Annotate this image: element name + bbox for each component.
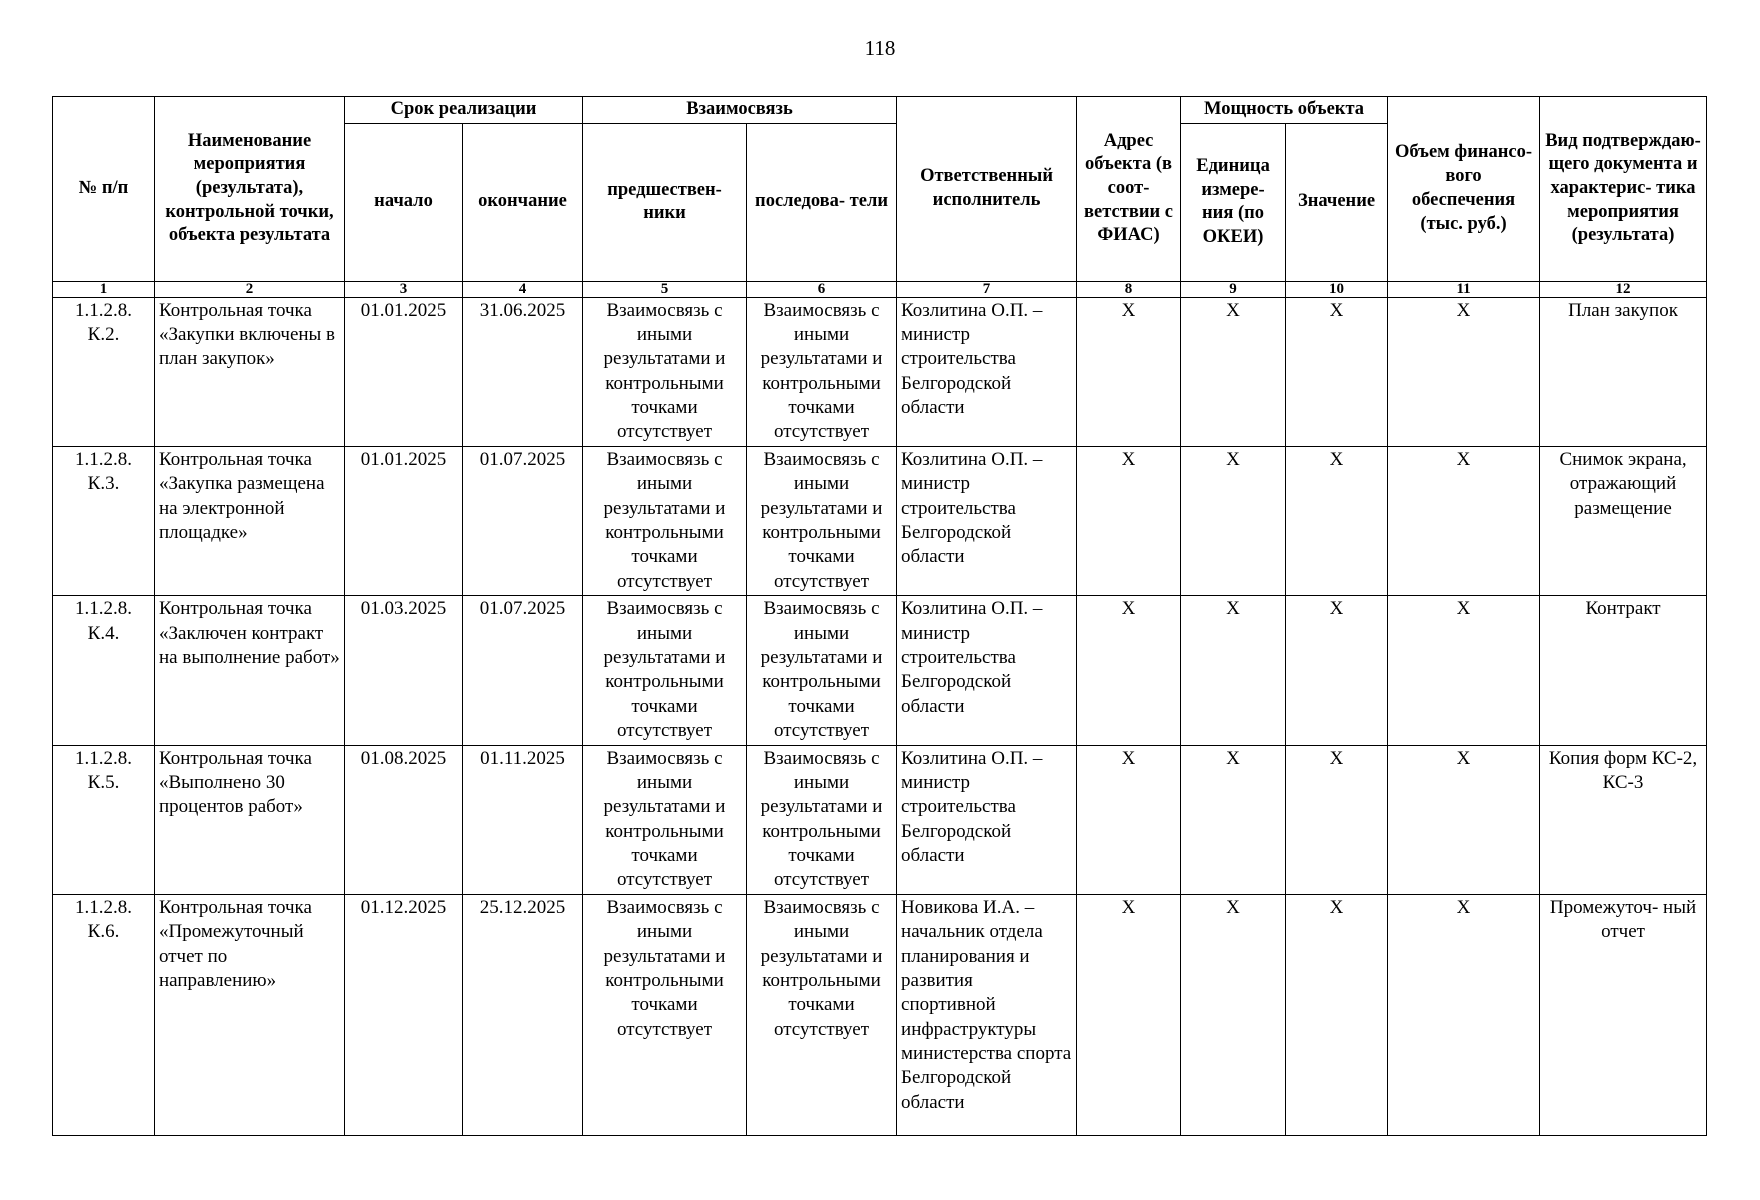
column-number: 3 xyxy=(345,281,463,297)
row-finance: Х xyxy=(1388,596,1540,745)
row-number: 1.1.2.8. К.5. xyxy=(53,745,155,894)
row-number: 1.1.2.8. К.6. xyxy=(53,895,155,1136)
row-value: Х xyxy=(1286,297,1388,446)
column-number: 10 xyxy=(1286,281,1388,297)
schedule-table xyxy=(52,96,1707,1136)
row-doc-type: План закупок xyxy=(1540,297,1707,446)
header-num: № п/п xyxy=(53,97,155,282)
column-number: 6 xyxy=(747,281,897,297)
header-responsible: Ответственный исполнитель xyxy=(897,97,1077,282)
table-row xyxy=(53,447,1707,596)
row-address: Х xyxy=(1077,447,1181,596)
header-capacity-unit: Единица измере- ния (по ОКЕИ) xyxy=(1181,123,1286,281)
row-predecessors: Взаимосвязь с иными результатами и контрольными точками отсутствует xyxy=(583,297,747,446)
row-start-date: 01.12.2025 xyxy=(345,895,463,1136)
header-term-start: начало xyxy=(345,123,463,281)
row-address: Х xyxy=(1077,297,1181,446)
row-start-date: 01.01.2025 xyxy=(345,297,463,446)
row-name: Контрольная точка «Закупки включены в план закупок» xyxy=(155,297,345,446)
header-term-end: окончание xyxy=(463,123,583,281)
column-number: 7 xyxy=(897,281,1077,297)
row-unit: Х xyxy=(1181,596,1286,745)
row-name: Контрольная точка «Промежуточный отчет по направлению» xyxy=(155,895,345,1136)
row-responsible: Козлитина О.П. – министр строительства Белгородской области xyxy=(897,447,1077,596)
row-end-date: 25.12.2025 xyxy=(463,895,583,1136)
row-unit: Х xyxy=(1181,895,1286,1136)
row-doc-type: Копия форм КС-2, КС-3 xyxy=(1540,745,1707,894)
row-end-date: 31.06.2025 xyxy=(463,297,583,446)
row-unit: Х xyxy=(1181,745,1286,894)
row-name: Контрольная точка «Выполнено 30 процентов работ» xyxy=(155,745,345,894)
row-end-date: 01.07.2025 xyxy=(463,596,583,745)
row-doc-type: Контракт xyxy=(1540,596,1707,745)
row-start-date: 01.03.2025 xyxy=(345,596,463,745)
row-finance: Х xyxy=(1388,745,1540,894)
row-value: Х xyxy=(1286,596,1388,745)
row-value: Х xyxy=(1286,745,1388,894)
row-address: Х xyxy=(1077,596,1181,745)
header-capacity-group: Мощность объекта xyxy=(1181,97,1388,124)
column-number: 8 xyxy=(1077,281,1181,297)
row-unit: Х xyxy=(1181,447,1286,596)
table-row xyxy=(53,745,1707,894)
row-number: 1.1.2.8. К.2. xyxy=(53,297,155,446)
row-address: Х xyxy=(1077,745,1181,894)
column-number: 5 xyxy=(583,281,747,297)
row-doc-type: Промежуточ- ный отчет xyxy=(1540,895,1707,1136)
column-numbers-row xyxy=(53,281,1707,297)
row-predecessors: Взаимосвязь с иными результатами и контрольными точками отсутствует xyxy=(583,895,747,1136)
row-value: Х xyxy=(1286,895,1388,1136)
header-doc-type: Вид подтверждаю- щего документа и характерис- тика мероприятия (результата) xyxy=(1540,97,1707,282)
row-responsible: Козлитина О.П. – министр строительства Белгородской области xyxy=(897,745,1077,894)
header-link-group: Взаимосвязь xyxy=(583,97,897,124)
table-row xyxy=(53,297,1707,446)
row-successors: Взаимосвязь с иными результатами и контрольными точками отсутствует xyxy=(747,745,897,894)
row-predecessors: Взаимосвязь с иными результатами и контрольными точками отсутствует xyxy=(583,745,747,894)
column-number: 12 xyxy=(1540,281,1707,297)
row-finance: Х xyxy=(1388,447,1540,596)
row-address: Х xyxy=(1077,895,1181,1136)
column-number: 1 xyxy=(53,281,155,297)
row-number: 1.1.2.8. К.4. xyxy=(53,596,155,745)
table-row xyxy=(53,895,1707,1136)
column-number: 9 xyxy=(1181,281,1286,297)
header-capacity-value: Значение xyxy=(1286,123,1388,281)
row-finance: Х xyxy=(1388,895,1540,1136)
row-name: Контрольная точка «Заключен контракт на выполнение работ» xyxy=(155,596,345,745)
row-start-date: 01.01.2025 xyxy=(345,447,463,596)
row-responsible: Козлитина О.П. – министр строительства Белгородской области xyxy=(897,596,1077,745)
column-number: 11 xyxy=(1388,281,1540,297)
row-name: Контрольная точка «Закупка размещена на электронной площадке» xyxy=(155,447,345,596)
row-doc-type: Снимок экрана, отражающий размещение xyxy=(1540,447,1707,596)
row-start-date: 01.08.2025 xyxy=(345,745,463,894)
row-successors: Взаимосвязь с иными результатами и контрольными точками отсутствует xyxy=(747,596,897,745)
header-name: Наименование мероприятия (результата), контрольной точки, объекта результата xyxy=(155,97,345,282)
row-predecessors: Взаимосвязь с иными результатами и контрольными точками отсутствует xyxy=(583,596,747,745)
row-responsible: Новикова И.А. – начальник отдела планирования и развития спортивной инфраструктуры министерства спорта Белгородской области xyxy=(897,895,1077,1136)
row-successors: Взаимосвязь с иными результатами и контрольными точками отсутствует xyxy=(747,297,897,446)
table-row xyxy=(53,596,1707,745)
row-successors: Взаимосвязь с иными результатами и контрольными точками отсутствует xyxy=(747,447,897,596)
header-finance: Объем финансо-вого обеспечения (тыс. руб.) xyxy=(1388,97,1540,282)
row-number: 1.1.2.8. К.3. xyxy=(53,447,155,596)
row-end-date: 01.07.2025 xyxy=(463,447,583,596)
header-link-pred: предшествен- ники xyxy=(583,123,747,281)
row-successors: Взаимосвязь с иными результатами и контрольными точками отсутствует xyxy=(747,895,897,1136)
row-finance: Х xyxy=(1388,297,1540,446)
row-predecessors: Взаимосвязь с иными результатами и контрольными точками отсутствует xyxy=(583,447,747,596)
header-address: Адрес объекта (в соот- ветствии с ФИАС) xyxy=(1077,97,1181,282)
row-value: Х xyxy=(1286,447,1388,596)
row-responsible: Козлитина О.П. – министр строительства Белгородской области xyxy=(897,297,1077,446)
header-term-group: Срок реализации xyxy=(345,97,583,124)
header-link-succ: последова- тели xyxy=(747,123,897,281)
row-unit: Х xyxy=(1181,297,1286,446)
column-number: 2 xyxy=(155,281,345,297)
column-number: 4 xyxy=(463,281,583,297)
page-number: 118 xyxy=(864,36,896,60)
row-end-date: 01.11.2025 xyxy=(463,745,583,894)
